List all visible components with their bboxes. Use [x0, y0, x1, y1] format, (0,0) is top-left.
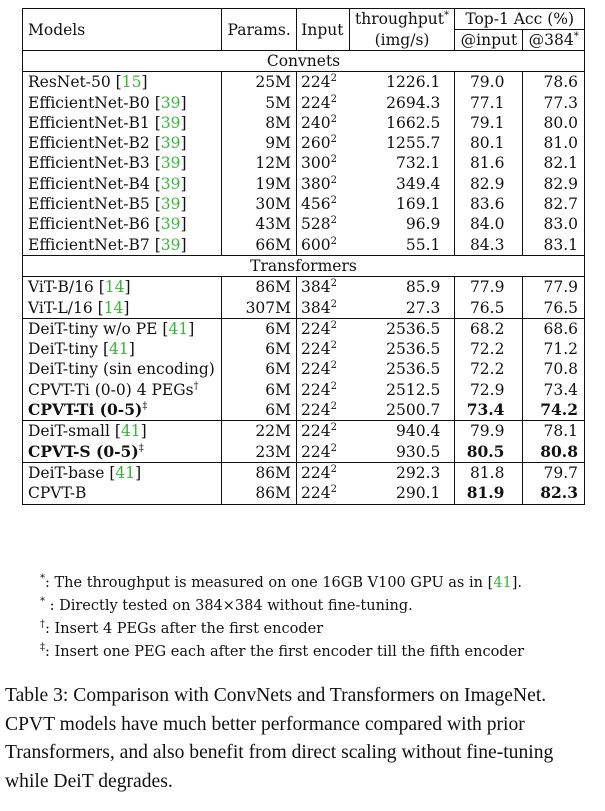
citation-link[interactable]: 41 — [109, 340, 129, 359]
model-name — [23, 483, 222, 504]
throughput-cell: 2694.3 — [349, 93, 455, 113]
header-throughput — [349, 9, 455, 30]
model-name: EfficientNet-B5 [39] — [23, 194, 222, 214]
footnote — [40, 595, 524, 618]
model-label: CPVT-Ti (0-5) — [28, 400, 143, 420]
input-exponent: 2 — [330, 174, 337, 186]
table-row — [23, 133, 585, 153]
table-row — [23, 277, 585, 298]
input-exponent: 2 — [330, 401, 337, 413]
acc-384-cell: 82.9 — [523, 174, 585, 194]
model-label: EfficientNet-B4 — [28, 174, 150, 193]
input-cell: $224^2$ — [301, 340, 337, 359]
footnote-mark: ‡ — [142, 401, 148, 413]
acc-384-cell: 80.0 — [523, 113, 585, 133]
params-cell: 12M — [222, 153, 297, 173]
citation-link[interactable]: 41 — [168, 319, 189, 338]
throughput-cell: 290.1 — [349, 483, 455, 504]
citation-link[interactable]: 39 — [160, 235, 181, 254]
citation-link[interactable]: 14 — [104, 278, 125, 297]
section-header-row — [23, 51, 585, 72]
acc-384-cell: 68.6 — [523, 318, 585, 339]
acc-384-cell: 70.8 — [523, 359, 585, 379]
model-label: DeiT-small — [28, 422, 110, 441]
input-cell: $384^2$ — [301, 298, 337, 317]
citation-link[interactable]: 39 — [160, 93, 181, 112]
footnotes — [40, 572, 524, 664]
acc-384-cell: 83.0 — [523, 214, 585, 234]
acc-384-cell: 71.2 — [523, 339, 585, 359]
params-cell: 86M — [222, 462, 297, 483]
table-row — [23, 72, 585, 93]
model-name — [23, 380, 222, 400]
model-name: ResNet-50 [15] — [23, 72, 222, 93]
acc-384-cell: 83.1 — [523, 235, 585, 256]
model-name — [23, 442, 222, 463]
citation-link[interactable]: 39 — [160, 134, 181, 153]
input-cell: $240^2$ — [301, 113, 337, 132]
model-label: CPVT-B — [28, 484, 87, 503]
params-cell: 22M — [222, 421, 297, 442]
acc-input-cell: 79.1 — [455, 113, 523, 133]
acc-input-cell: 81.6 — [455, 153, 523, 173]
citation-link[interactable]: 14 — [103, 298, 124, 317]
footnote-mark: * — [40, 573, 45, 584]
model-name: EfficientNet-B1 [39] — [23, 113, 222, 133]
input-exponent: 2 — [330, 484, 337, 496]
model-name: ViT-B/16 [14] — [23, 277, 222, 298]
model-label: CPVT-S (0-5) — [28, 441, 139, 461]
model-name: EfficientNet-B0 [39] — [23, 93, 222, 113]
input-cell: $300^2$ — [301, 154, 337, 173]
throughput-cell: 2536.5 — [349, 318, 455, 339]
throughput-cell: 940.4 — [349, 421, 455, 442]
asterisk-mark: * — [573, 31, 579, 42]
asterisk-mark: * — [444, 10, 450, 22]
throughput-cell: 169.1 — [349, 194, 455, 214]
params-cell: 43M — [222, 214, 297, 234]
table-row — [23, 400, 585, 421]
throughput-cell: 85.9 — [349, 277, 455, 298]
params-cell: 23M — [222, 442, 297, 463]
input-cell: $224^2$ — [301, 360, 337, 379]
input-cell: $224^2$ — [301, 73, 337, 92]
acc-input-cell: 77.9 — [455, 277, 523, 298]
throughput-cell: 27.3 — [349, 298, 455, 319]
model-name: EfficientNet-B2 [39] — [23, 133, 222, 153]
throughput-cell: 2536.5 — [349, 339, 455, 359]
acc-input-cell: 73.4 — [455, 400, 523, 421]
model-label: DeiT-base — [28, 463, 105, 482]
model-label: EfficientNet-B3 — [28, 154, 150, 173]
acc-384-cell: 74.2 — [523, 400, 585, 421]
input-cell: $260^2$ — [301, 134, 337, 153]
table-row — [23, 359, 585, 379]
params-cell: 6M — [222, 400, 297, 421]
model-name: DeiT-small [41] — [23, 421, 222, 442]
table-row — [23, 153, 585, 173]
input-exponent: 2 — [330, 73, 337, 85]
header-throughput-label: throughput* — [355, 10, 450, 29]
header-acc-input: @input — [455, 30, 523, 51]
throughput-cell: 930.5 — [349, 442, 455, 463]
model-name — [23, 400, 222, 421]
footnote — [40, 618, 524, 641]
input-exponent: 2 — [330, 215, 337, 227]
citation-link[interactable]: 39 — [160, 154, 181, 173]
acc-384-cell: 77.3 — [523, 93, 585, 113]
params-cell: 86M — [222, 277, 297, 298]
input-cell: $600^2$ — [301, 235, 337, 254]
footnote-text: : Insert 4 PEGs after the first encoder — [45, 621, 324, 637]
params-cell: 6M — [222, 380, 297, 400]
input-exponent: 2 — [330, 93, 337, 105]
params-cell: 19M — [222, 174, 297, 194]
header-throughput-unit: (img/s) — [349, 30, 455, 51]
model-name: DeiT-tiny w/o PE [41] — [23, 318, 222, 339]
throughput-cell: 2500.7 — [349, 400, 455, 421]
acc-384-cell: 78.6 — [523, 72, 585, 93]
params-cell: 6M — [222, 359, 297, 379]
footnote-mark: * — [40, 596, 45, 607]
results-table — [22, 8, 585, 505]
table-row — [23, 442, 585, 463]
section-title: Transformers — [23, 255, 585, 276]
input-exponent: 2 — [330, 319, 337, 331]
table-row — [23, 174, 585, 194]
model-name: EfficientNet-B3 [39] — [23, 153, 222, 173]
model-label: EfficientNet-B2 — [28, 134, 150, 153]
input-exponent: 2 — [330, 278, 337, 290]
footnote-text: : The throughput is measured on one 16GB V100 GPU as in [ — [45, 575, 494, 591]
acc-input-cell: 79.9 — [455, 421, 523, 442]
model-name: DeiT-tiny [41] — [23, 339, 222, 359]
citation-link[interactable]: 41 — [493, 575, 512, 591]
acc-input-cell: 77.1 — [455, 93, 523, 113]
citation-link[interactable]: 39 — [160, 215, 181, 234]
acc-input-cell: 81.9 — [455, 483, 523, 504]
table-row — [23, 298, 585, 319]
acc-input-cell: 80.1 — [455, 133, 523, 153]
header-models: Models — [23, 9, 222, 51]
table-caption: Table 3: Comparison with ConvNets and Transformers on ImageNet. CPVT models have much better performance compared with prior Transformers, and also benefit from direct scaling without fine-tuning while DeiT degrades. — [5, 685, 554, 792]
input-exponent: 2 — [330, 195, 337, 207]
model-label: DeiT-tiny — [28, 340, 99, 359]
input-exponent: 2 — [330, 422, 337, 434]
model-label: DeiT-tiny (sin encoding) — [28, 360, 215, 379]
throughput-cell: 349.4 — [349, 174, 455, 194]
model-name: EfficientNet-B7 [39] — [23, 235, 222, 256]
acc-input-cell: 82.9 — [455, 174, 523, 194]
acc-384-cell: 76.5 — [523, 298, 585, 319]
throughput-cell: 96.9 — [349, 214, 455, 234]
acc-384-cell: 73.4 — [523, 380, 585, 400]
throughput-cell: 1662.5 — [349, 113, 455, 133]
input-cell: $384^2$ — [301, 278, 337, 297]
acc-input-cell: 83.6 — [455, 194, 523, 214]
input-exponent: 2 — [330, 298, 337, 310]
model-label: EfficientNet-B7 — [28, 235, 150, 254]
throughput-cell: 1226.1 — [349, 72, 455, 93]
acc-384-cell: 78.1 — [523, 421, 585, 442]
citation-link[interactable]: 39 — [160, 195, 181, 214]
table-row — [23, 214, 585, 234]
params-cell: 86M — [222, 483, 297, 504]
throughput-cell: 55.1 — [349, 235, 455, 256]
table-row — [23, 113, 585, 133]
input-exponent: 2 — [330, 134, 337, 146]
footnote — [40, 572, 524, 595]
input-cell: $528^2$ — [301, 215, 337, 234]
acc-input-cell: 72.2 — [455, 339, 523, 359]
acc-input-cell: 81.8 — [455, 462, 523, 483]
input-cell: $224^2$ — [297, 483, 350, 504]
model-label: ViT-L/16 — [28, 298, 93, 317]
params-cell: 9M — [222, 133, 297, 153]
input-exponent: 2 — [330, 442, 337, 454]
throughput-cell: 2536.5 — [349, 359, 455, 379]
acc-384-cell: 80.8 — [523, 442, 585, 463]
acc-384-cell: 79.7 — [523, 462, 585, 483]
input-cell: $380^2$ — [301, 174, 337, 193]
params-cell: 8M — [222, 113, 297, 133]
acc-input-cell: 72.9 — [455, 380, 523, 400]
input-cell: $224^2$ — [297, 462, 350, 483]
input-exponent: 2 — [330, 380, 337, 392]
model-name: EfficientNet-B6 [39] — [23, 214, 222, 234]
model-label: ViT-B/16 — [28, 278, 94, 297]
citation-link[interactable]: 41 — [120, 422, 141, 441]
model-label: EfficientNet-B5 — [28, 195, 150, 214]
params-cell: 25M — [222, 72, 297, 93]
input-exponent: 2 — [330, 463, 337, 475]
acc-384-cell: 81.0 — [523, 133, 585, 153]
header-input: Input — [297, 9, 350, 51]
acc-input-cell: 84.3 — [455, 235, 523, 256]
acc-input-cell: 76.5 — [455, 298, 523, 319]
footnote-mark: † — [193, 380, 199, 392]
model-name: ViT-L/16 [14] — [23, 298, 222, 319]
input-exponent: 2 — [330, 113, 337, 125]
table-row — [23, 318, 585, 339]
throughput-cell: 1255.7 — [349, 133, 455, 153]
acc-384-cell: 82.3 — [523, 483, 585, 504]
model-name: EfficientNet-B4 [39] — [23, 174, 222, 194]
table-row — [23, 235, 585, 256]
model-label: ResNet-50 — [28, 73, 111, 92]
table-row — [23, 421, 585, 442]
throughput-cell: 732.1 — [349, 153, 455, 173]
table-row — [23, 339, 585, 359]
footnote-mark: ‡ — [40, 642, 45, 653]
footnote — [40, 641, 524, 664]
input-cell: $456^2$ — [301, 195, 337, 214]
header-top1: Top-1 Acc (%) — [455, 9, 585, 30]
params-cell: 66M — [222, 235, 297, 256]
table-row — [23, 380, 585, 400]
model-name — [23, 359, 222, 379]
throughput-cell: 2512.5 — [349, 380, 455, 400]
params-cell: 307M — [222, 298, 297, 319]
table-row — [23, 462, 585, 483]
acc-input-cell: 68.2 — [455, 318, 523, 339]
input-cell: $224^2$ — [297, 421, 350, 442]
table-row — [23, 194, 585, 214]
model-label: CPVT-Ti (0-0) 4 PEGs — [28, 380, 194, 399]
model-label: DeiT-tiny w/o PE — [28, 319, 158, 338]
input-cell: $224^2$ — [301, 401, 337, 420]
params-cell: 6M — [222, 318, 297, 339]
header-params: Params. — [222, 9, 297, 51]
params-cell: 6M — [222, 339, 297, 359]
acc-384-cell: 82.7 — [523, 194, 585, 214]
throughput-cell: 292.3 — [349, 462, 455, 483]
header-acc-384: @384* — [523, 30, 585, 51]
citation-link[interactable]: 39 — [160, 113, 181, 132]
input-cell: $224^2$ — [301, 442, 337, 461]
input-exponent: 2 — [330, 340, 337, 352]
footnote-text: : Directly tested on 384×384 without fine-tuning. — [45, 598, 413, 614]
params-cell: 30M — [222, 194, 297, 214]
table-row — [23, 93, 585, 113]
acc-384-cell: 77.9 — [523, 277, 585, 298]
footnote-tail: ]. — [511, 575, 522, 591]
acc-input-cell: 79.0 — [455, 72, 523, 93]
acc-input-cell: 80.5 — [455, 442, 523, 463]
input-exponent: 2 — [330, 154, 337, 166]
footnote-text: : Insert one PEG each after the first encoder till the fifth encoder — [45, 644, 525, 660]
citation-link[interactable]: 41 — [115, 463, 136, 482]
citation-link[interactable]: 39 — [160, 174, 181, 193]
section-header-row — [23, 255, 585, 276]
acc-input-cell: 84.0 — [455, 214, 523, 234]
input-cell: $224^2$ — [301, 93, 337, 112]
model-label: EfficientNet-B6 — [28, 215, 150, 234]
model-label: EfficientNet-B0 — [28, 93, 150, 112]
model-name: DeiT-base [41] — [23, 462, 222, 483]
model-label: EfficientNet-B1 — [28, 113, 150, 132]
input-cell: $224^2$ — [301, 380, 337, 399]
acc-384-cell: 82.1 — [523, 153, 585, 173]
table-row — [23, 483, 585, 504]
params-cell: 5M — [222, 93, 297, 113]
section-title: Convnets — [23, 51, 585, 72]
input-exponent: 2 — [330, 235, 337, 247]
footnote-mark: ‡ — [138, 442, 144, 454]
citation-link[interactable]: 15 — [121, 73, 142, 92]
input-exponent: 2 — [330, 360, 337, 372]
acc-input-cell: 72.2 — [455, 359, 523, 379]
footnote-mark: † — [40, 619, 45, 630]
input-cell: $224^2$ — [297, 318, 350, 339]
